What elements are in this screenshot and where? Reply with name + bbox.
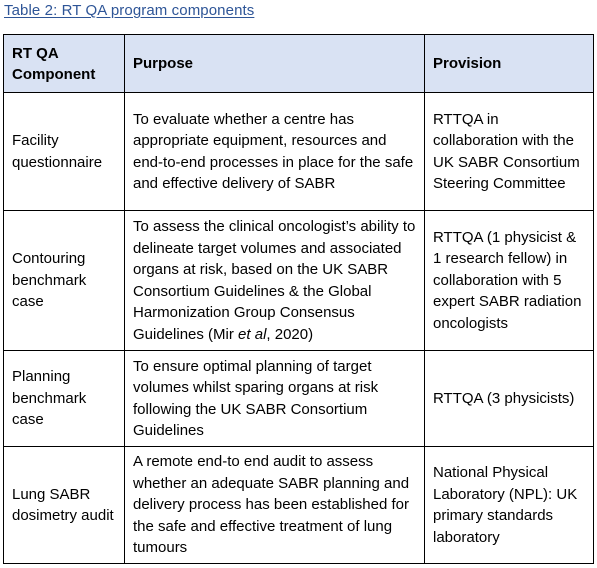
purpose-cell: To evaluate whether a centre has appropriate equipment, resources and end-to-end processes in place for the safe and effective delivery of SABR — [125, 93, 425, 211]
purpose-cell — [125, 211, 425, 351]
table-row — [4, 351, 594, 447]
rt-qa-components-table — [3, 34, 594, 564]
provision-cell: National Physical Laboratory (NPL): UK primary standards laboratory — [425, 447, 594, 564]
table-row — [4, 93, 594, 211]
table-row — [4, 211, 594, 351]
component-cell: Facility questionnaire — [4, 93, 125, 211]
component-cell: Lung SABR dosimetry audit — [4, 447, 125, 564]
component-cell: Planning benchmark case — [4, 351, 125, 447]
purpose-text: To assess the clinical oncologist’s ability to delineate target volumes and associated organs at risk, based on the UK SABR Consortium Guidelines & the Global Harmonization Group Consensus Guidelines — [133, 218, 416, 343]
citation-post: , 2020) — [266, 325, 314, 343]
provision-cell: RTTQA (1 physicist & 1 research fellow) in collaboration with 5 expert SABR radiation oncologists — [425, 211, 594, 351]
header-provision: Provision — [425, 35, 594, 93]
purpose-cell: A remote end-to end audit to assess whether an adequate SABR planning and delivery process has been established for the safe and effective treatment of lung tumours — [125, 447, 425, 564]
table-row — [4, 447, 594, 564]
provision-cell: RTTQA in collaboration with the UK SABR Consortium Steering Committee — [425, 93, 594, 211]
provision-cell: RTTQA (3 physicists) — [425, 351, 594, 447]
component-cell: Contouring benchmark case — [4, 211, 125, 351]
header-component: RT QA Component — [4, 35, 125, 93]
citation-italic: et al — [238, 325, 267, 343]
citation-pre: (Mir — [203, 325, 239, 343]
table-caption: Table 2: RT QA program components — [4, 2, 255, 19]
purpose-cell: To ensure optimal planning of target volumes whilst sparing organs at risk following the UK SABR Consortium Guidelines — [125, 351, 425, 447]
table-header-row — [4, 35, 594, 93]
header-purpose: Purpose — [125, 35, 425, 93]
